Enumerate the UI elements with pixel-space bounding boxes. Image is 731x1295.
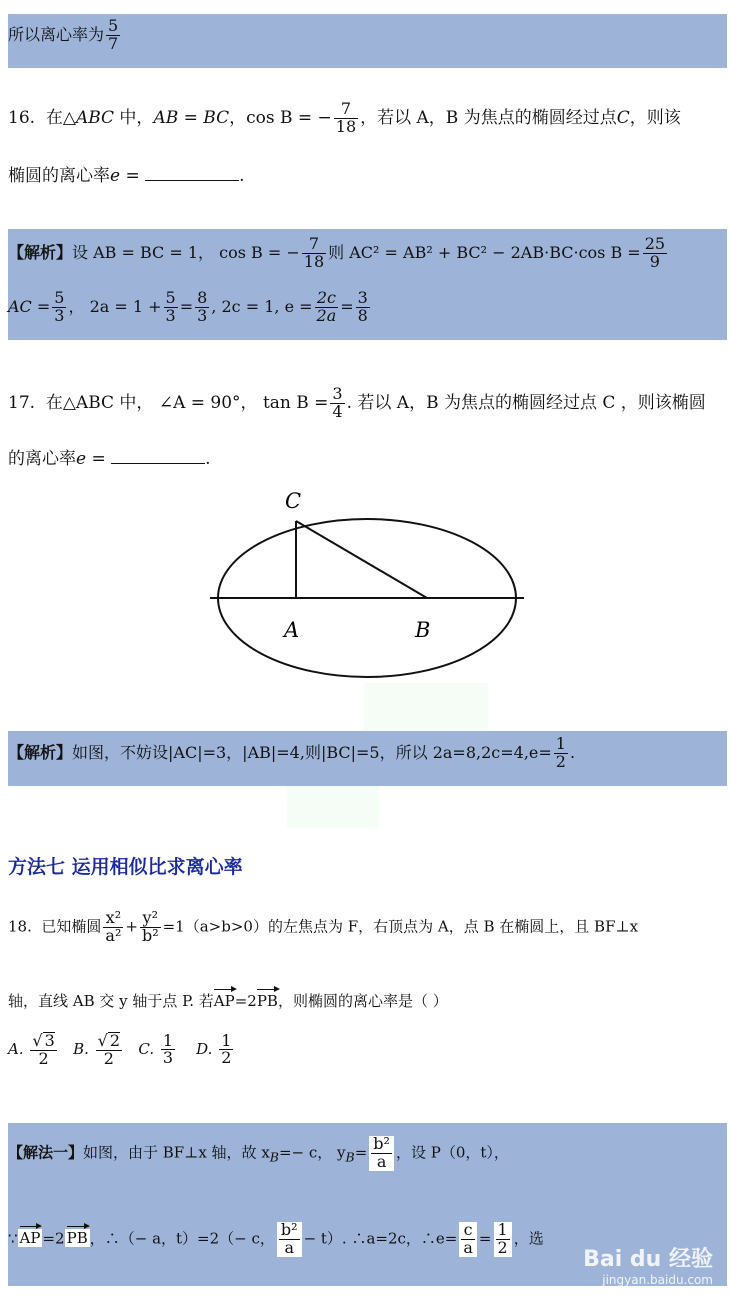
question-17-line2: 的离心率e = .	[8, 449, 211, 469]
fraction: $\frac{5}{3}$	[165, 288, 176, 325]
watermark-url: jingyan.baidu.com	[602, 1273, 713, 1287]
label-c: C	[285, 489, 302, 513]
fraction: $\frac{1}{2}$	[221, 1030, 232, 1068]
solution-18-line1: 【解法一】如图，由于 BF⊥x 轴，故 $x_B=- c$， $y_B=$ $\frac{\text{b²}}{a}$ ，设 P（0，t），	[8, 1134, 509, 1171]
question-18-line1: 18. 已知椭圆 $\frac{\text{x²}}{\text{a²}}$ + $\frac{\text{y²}}{\text{b²}}$ =1（a>b>0）的左焦点为 F，右顶点为 A，点 B 在椭圆上，且 BF⊥x	[8, 908, 639, 945]
fraction: $\frac{√ 3}{2}$	[32, 1031, 55, 1068]
vector-pb: PB	[66, 1229, 88, 1248]
baidu-watermark	[583, 1242, 713, 1287]
fraction: $\frac{8}{3}$	[197, 288, 208, 325]
option-b[interactable]: B.	[73, 1039, 89, 1058]
label-b: B	[415, 618, 431, 642]
vector-ap: AP	[19, 1229, 41, 1248]
answer-blank	[145, 166, 239, 181]
question-18-line2: 轴，直线 AB 交 y 轴于点 P. 若AP=2PB，则椭圆的离心率是（ ）	[8, 992, 448, 1010]
fraction: $\frac{1}{3}$	[162, 1030, 174, 1068]
fraction: $\frac{25}{9}$	[644, 234, 666, 271]
faint-patch	[364, 683, 488, 731]
faint-patch	[287, 786, 379, 828]
fraction: $\frac{3}{8}$	[357, 288, 368, 325]
solution-17-line: 【解析】如图，不妨设|AC|=3，|AB|=4,则|BC|=5，所以 2a=8,2c=4,e= $\frac{1}{2}$ .	[8, 734, 576, 771]
watermark-brand: Bai du 经验	[583, 1247, 713, 1272]
solution-label: 【解法一】	[8, 1143, 84, 1162]
vector-ap: AP	[213, 992, 235, 1010]
fraction: $\frac{\text{y²}}{\text{b²}}$	[141, 908, 159, 945]
fraction: $\frac{5}{7}$	[108, 16, 119, 53]
segment-cb	[296, 521, 427, 598]
vector-pb: PB	[256, 992, 278, 1010]
question-16-line1: 16. 在△ABC 中，AB = BC，cos B = − $\frac{7}{18}$ ，若以 A，B 为焦点的椭圆经过点C，则该	[8, 99, 681, 136]
fraction: $\frac{1}{2}$	[494, 1222, 512, 1257]
fraction: $\frac{c}{a}$	[459, 1222, 477, 1257]
fraction: $\frac{\text{b²}}{a}$	[277, 1222, 302, 1257]
top-answer-line	[8, 18, 122, 53]
ellipse-figure	[0, 480, 731, 690]
question-16-line2: 椭圆的离心率e = .	[8, 166, 245, 186]
option-d[interactable]: D.	[196, 1039, 213, 1058]
top-answer-text: 所以离心率为	[8, 24, 105, 44]
option-c[interactable]: C.	[138, 1039, 155, 1058]
question-18-options	[8, 1032, 235, 1068]
fraction: $\frac{2c}{2a}$	[316, 288, 337, 325]
answer-blank	[111, 449, 205, 464]
fraction: $\frac{7}{18}$	[335, 99, 357, 136]
label-a: A	[284, 618, 300, 642]
fraction: $\frac{7}{18}$	[303, 234, 325, 271]
fraction: $\frac{√ 2}{2}$	[97, 1031, 121, 1068]
solution-label: 【解析】	[8, 742, 73, 762]
fraction: $\frac{1}{2}$	[555, 734, 566, 771]
solution-18-line2: ∵ AP =2 PB ，∴（− a，t）=2（− c， $\frac{\text{b²}}{a}$ − t）. ∴a=2c，∴e= $\frac{c}{a}$ = $\frac{1}{2}$ ，选	[8, 1220, 544, 1257]
fraction: $\frac{\text{b²}}{a}$	[369, 1136, 394, 1171]
question-17-line1: 17. 在△ABC 中， ∠A = 90°， tan B = $\frac{3}{4}$ . 若以 A，B 为焦点的椭圆经过点 C ，则该椭圆	[8, 384, 706, 421]
solution-16-line1: 【解析】设 AB = BC = 1， cos B = − $\frac{7}{18}$ 则 AC² = AB² + BC² − 2AB·BC·cos B = $\frac{25}{9}$	[8, 234, 666, 271]
fraction: $\frac{3}{4}$	[332, 384, 343, 421]
fraction: $\frac{\text{x²}}{\text{a²}}$	[105, 908, 122, 945]
fraction: $\frac{5}{3}$	[54, 288, 65, 325]
solution-label: 【解析】	[8, 242, 73, 262]
method-heading: 方法七 运用相似比求离心率	[8, 856, 243, 878]
solution-16-line2: AC = $\frac{5}{3}$ ， 2a = 1 + $\frac{5}{3}$ = $\frac{8}{3}$ , 2c = 1, e = $\frac{2c}{2a}$ = $\frac{3}{8}$	[8, 288, 368, 325]
option-a[interactable]: A.	[8, 1039, 24, 1058]
